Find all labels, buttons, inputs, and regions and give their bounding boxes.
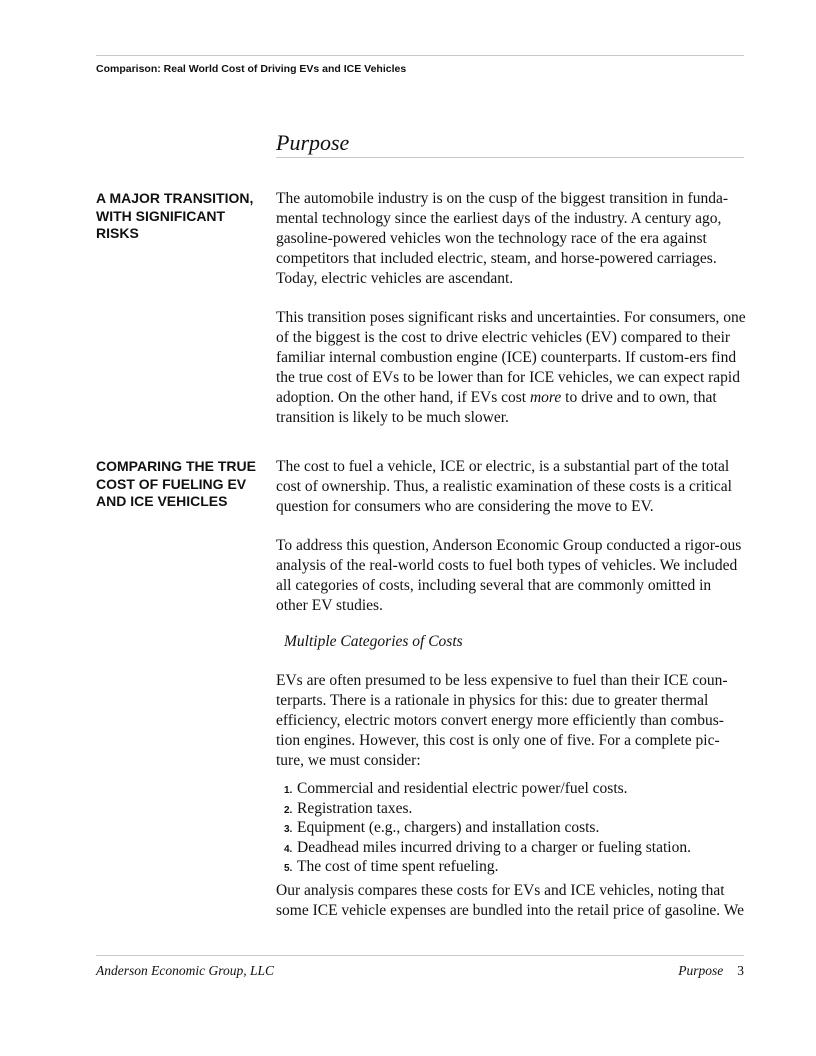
list-item [276,839,746,859]
list-item [276,780,746,800]
footer-page-info [678,963,744,979]
section-title-rule [276,157,744,158]
paragraph-cost-of-ownership: The cost to fuel a vehicle, ICE or electric, is a substantial part of the total cost of ownership. Thus, a realistic examination of these costs is a critical question for consumers who are considering the move to EV. [276,458,732,515]
footer-section-name: Purpose [678,963,724,978]
list-item-text: Commercial and residential electric power/fuel costs. [297,780,628,797]
list-item-number: 5. [284,863,293,874]
subheading-multiple-categories: Multiple Categories of Costs [284,633,463,650]
section-title: Purpose [276,130,350,155]
paragraph-analysis-comparison: Our analysis compares these costs for EVs and ICE vehicles, noting that some ICE vehicle expenses are bundled into the retail price of gasoline. We [276,882,745,919]
cost-categories-list [276,780,746,878]
list-item-number: 2. [284,804,293,816]
footer-organization: Anderson Economic Group, LLC [96,963,274,978]
paragraph-risks-text: This transition poses significant risks and uncertainties. For consumers, one of the biggest is the cost to drive electric vehicles (EV) compared to their familiar internal combustion engine (ICE) counterparts. If custom-ers find the true cost of EVs to be lower than for ICE vehicles, we can expect rapid adoption. On the other hand, if EVs cost [276,309,746,406]
list-item-number: 4. [284,843,293,855]
paragraph-risks-emphasis: more [529,389,562,406]
list-item [276,819,746,839]
list-item [276,800,746,820]
sidebar-heading-major-transition: A MAJOR TRANSITION, WITH SIGNIFICANT RISKS [96,190,254,241]
paragraph-physics-rationale: EVs are often presumed to be less expensive to fuel than their ICE coun-terparts. There is a rationale in physics for this: due to greater thermal efficiency, electric motors convert energy more efficiently than combus-tion engines. However, this cost is only one of five. For a complete pic-ture, we must consider: [276,672,728,769]
header-rule [96,55,744,56]
sidebar-heading-comparing-costs: COMPARING THE TRUE COST OF FUELING EV AND ICE VEHICLES [96,458,256,509]
footer-rule [96,955,744,956]
paragraph-risks-text-end: to drive and to own, that transition is likely to be much slower. [276,389,717,426]
list-item-text: The cost of time spent refueling. [297,858,499,875]
list-item-text: Registration taxes. [297,799,413,817]
list-item-text: Equipment (e.g., chargers) and installation costs. [297,819,600,836]
list-item-text: Deadhead miles incurred driving to a charger or fueling station. [297,838,691,856]
running-header: Comparison: Real World Cost of Driving EVs and ICE Vehicles [96,63,407,75]
list-item [276,858,746,878]
list-item-number: 1. [284,785,293,796]
list-item-number: 3. [284,824,293,835]
page-number: 3 [737,963,744,978]
paragraph-industry-transition: The automobile industry is on the cusp of the biggest transition in funda-mental technology since the earliest days of the industry. A century ago, gasoline-powered vehicles won the technology race of the era against competitors that included electric, steam, and horse-powered carriages. Today, electric vehicles are ascendant. [276,190,729,287]
paragraph-risks [276,308,746,428]
paragraph-analysis: To address this question, Anderson Economic Group conducted a rigor-ous analysis of the real-world costs to fuel both types of vehicles. We included all categories of costs, including several that are commonly omitted in other EV studies. [276,537,742,614]
